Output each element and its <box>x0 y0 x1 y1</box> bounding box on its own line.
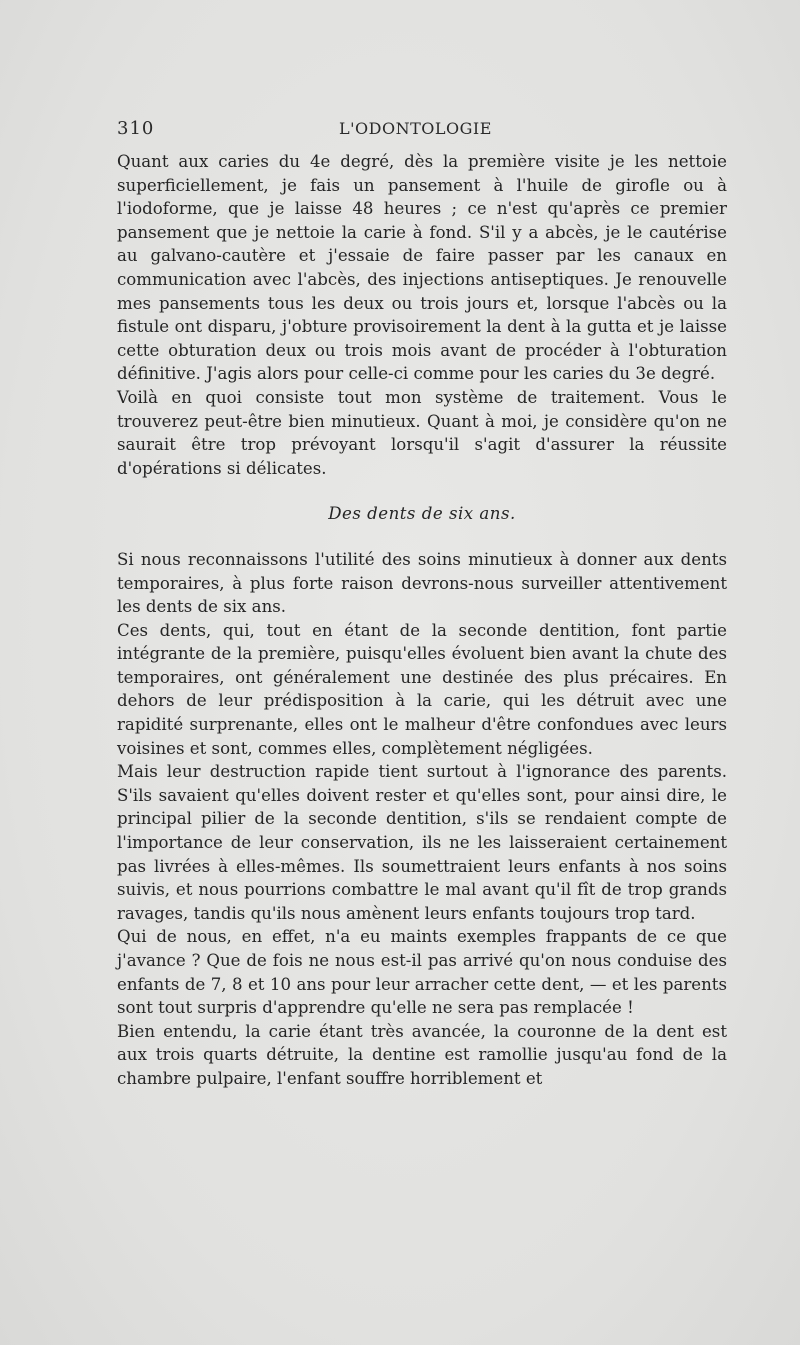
paragraph-ces-dents: Ces dents, qui, tout en étant de la seconde dentition, font partie intégrante de la première, puisqu'elles évoluent bien avant la chute des temporaires, ont généralement une destinée des plus précaires. En dehors de leur prédisposition à la carie, qui les détruit avec une rapidité surprenante, elles ont le malheur d'être confondues avec leurs voisines et sont, commes elles, complètement négligées. <box>117 620 727 758</box>
paragraph-caries-4e-degre: Quant aux caries du 4e degré, dès la première visite je les nettoie superficiellement, je fais un pansement à l'huile de girofle ou à l'iodoforme, que je laisse 48 heures ; ce n'est qu'après ce premier pansement que je nettoie la carie à fond. S'il y a abcès, je le cautérise au galvano-cautère et j'essaie de faire passer par les canaux en communication avec l'abcès, des injections antiseptiques. Je renouvelle mes pansements tous les deux ou trois jours et, lorsque l'abcès ou la fistule ont disparu, j'obture provisoirement la dent à la gutta et je laisse cette obturation deux ou trois mois avant de procéder à l'obturation définitive. J'agis alors pour celle-ci comme pour les caries du 3e degré. <box>117 152 727 384</box>
spacer <box>117 480 727 502</box>
page-number: 310 <box>117 118 155 139</box>
body-text <box>117 150 727 1091</box>
paragraph-destruction-rapide: Mais leur destruction rapide tient surtout à l'ignorance des parents. S'ils savaient qu'elles doivent rester et qu'elles sont, pour ainsi dire, le principal pilier de la seconde dentition, s'ils se rendaient compte de l'importance de leur conservation, ils ne les laisseraient certainement pas livrées à elles-mêmes. Ils soumettraient leurs enfants à nos soins suivis, et nous pourrions combattre le mal avant qu'il fît de trop grands ravages, tandis qu'ils nous amènent leurs enfants toujours trop tard. <box>117 762 727 923</box>
journal-title: L'ODONTOLOGIE <box>339 119 492 138</box>
spacer <box>117 526 727 548</box>
running-head <box>117 118 727 142</box>
paragraph-systeme-traitement: Voilà en quoi consiste tout mon système de traitement. Vous le trouverez peut-être bien minutieux. Quant à moi, je considère qu'on ne saurait être trop prévoyant lorsqu'il s'agit d'assurer la réussite d'opérations si délicates. <box>117 387 727 478</box>
paragraph-exemples-frappants: Qui de nous, en effet, n'a eu maints exemples frappants de ce que j'avance ? Que de fois ne nous est-il pas arrivé qu'on nous conduise des enfants de 7, 8 et 10 ans pour leur arracher cette dent, — et les parents sont tout surpris d'apprendre qu'elle ne sera pas remplacée ! <box>117 927 727 1018</box>
paragraph-carie-avancee: Bien entendu, la carie étant très avancée, la couronne de la dent est aux trois quarts détruite, la dentine est ramollie jusqu'au fond de la chambre pulpaire, l'enfant souffre horriblement et <box>117 1021 727 1088</box>
paragraph-utilite-soins: Si nous reconnaissons l'utilité des soins minutieux à donner aux dents temporaires, à plus forte raison devrons-nous surveiller attentivement les dents de six ans. <box>117 549 727 617</box>
section-heading: Des dents de six ans. <box>328 504 516 524</box>
